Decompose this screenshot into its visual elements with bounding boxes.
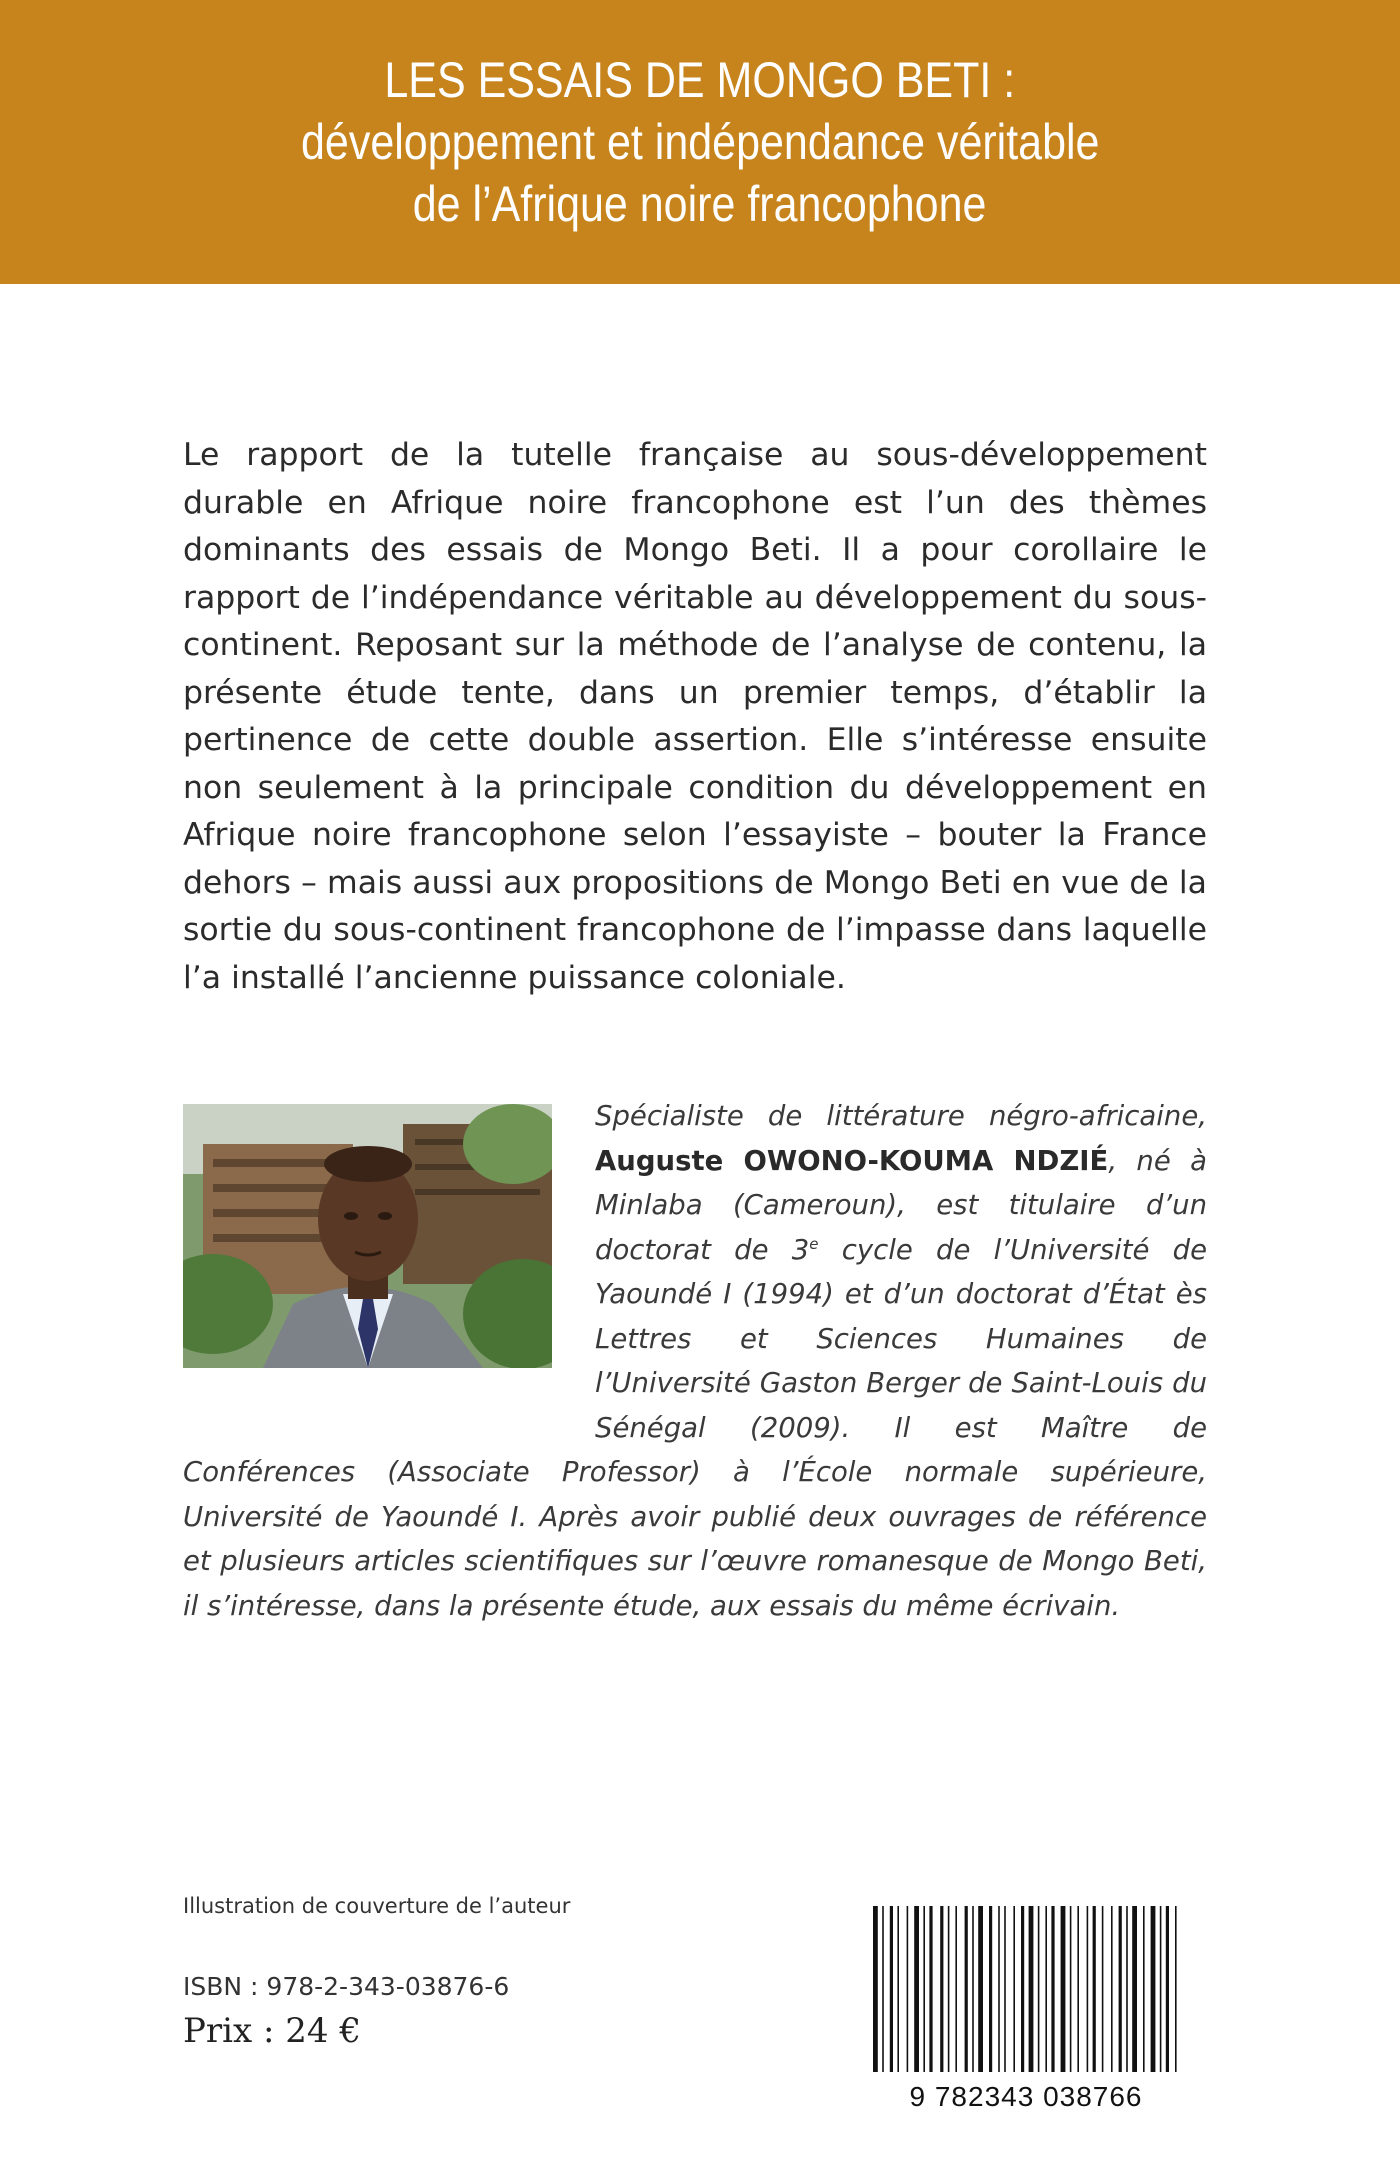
barcode-bar: [897, 1906, 899, 2072]
barcode-bar: [1143, 1906, 1145, 2072]
barcode-bar: [882, 1906, 884, 2072]
barcode-bar: [1132, 1906, 1137, 2072]
title-line-1: LES ESSAIS DE MONGO BETI :: [384, 52, 1016, 108]
barcode-bar: [1061, 1906, 1066, 2072]
barcode-digits: 9 782343 038766: [909, 2081, 1143, 2112]
bio-part-1: , né à Minlaba (Cameroun), est titulaire d’un doctorat de 3: [595, 1144, 1207, 1266]
barcode-bar: [978, 1906, 983, 2072]
author-name: Auguste OWONO-KOUMA NDZIÉ: [595, 1144, 1109, 1177]
barcode-bar: [914, 1906, 919, 2072]
barcode-bar: [1013, 1906, 1015, 2072]
barcode-bar: [1077, 1906, 1079, 2072]
barcode-bar: [907, 1906, 909, 2072]
barcode-bar: [1029, 1906, 1034, 2072]
isbn: ISBN : 978-2-343-03876-6: [183, 1972, 510, 2001]
barcode-bar: [923, 1906, 925, 2072]
barcode: [867, 1902, 1185, 2112]
barcode-bar: [1093, 1906, 1096, 2072]
barcode-bar: [1021, 1906, 1024, 2072]
barcode-bar: [972, 1906, 974, 2072]
barcode-bar: [1070, 1906, 1072, 2072]
barcode-bar: [890, 1906, 893, 2072]
barcode-bar: [1175, 1906, 1177, 2072]
bio-part-2: cycle de l’Université de Yaoundé I (1994) et d’un doctorat d’État ès Lettres et Sciences Humaines de l’Université Gaston Berger de Saint-Louis du Sénégal (2009). Il est Maître de Conférences (Associate Professor) à l’École normale supérieure, Université de Yaoundé I. Après avoir publié deux ouvrages de référence et plusieurs articles scientifiques sur l’œuvre romanesque de Mongo Beti, il s’intéresse, dans la présente étude, aux essais du même écrivain.: [183, 1233, 1207, 1622]
cover-illustration-credit: Illustration de couverture de l’auteur: [183, 1894, 571, 1918]
barcode-bar: [1111, 1906, 1113, 2072]
title-banner: [0, 0, 1400, 284]
barcode-bar: [1151, 1906, 1156, 2072]
barcode-bar: [929, 1906, 932, 2072]
title-line-3: de l’Afrique noire francophone: [413, 176, 987, 232]
barcode-bar: [998, 1906, 1000, 2072]
title-line-2: développement et indépendance véritable: [300, 114, 1100, 170]
barcode-bar: [989, 1906, 992, 2072]
abstract-paragraph: Le rapport de la tutelle française au sous-développement durable en Afrique noire francophone est l’un des thèmes dominants des essais de Mongo Beti. Il a pour corollaire le rapport de l’indépendance véritable au développement du sous-continent. Reposant sur la méthode de l’analyse de contenu, la présente étude tente, dans un premier temps, d’établir la pertinence de cette double assertion. Elle s’intéresse ensuite non seulement à la principale condition du développement en Afrique noire francophone selon l’essayiste – bouter la France dehors – mais aussi aux propositions de Mongo Beti en vue de la sortie du sous-continent francophone de l’impasse dans laquelle l’a installé l’ancienne puissance coloniale.: [183, 437, 1207, 996]
barcode-bar: [955, 1906, 957, 2072]
barcode-bar: [940, 1906, 943, 2072]
barcode-bar: [1051, 1906, 1054, 2072]
price: Prix : 24 €: [183, 2011, 361, 2051]
barcode-bar: [1004, 1906, 1006, 2072]
barcode-bar: [1166, 1906, 1169, 2072]
barcode-bar: [1126, 1906, 1128, 2072]
bio-intro: Spécialiste de littérature négro-africaine,: [595, 1100, 1207, 1132]
barcode-bar: [1045, 1906, 1047, 2072]
barcode-bar: [1038, 1906, 1040, 2072]
barcode-bar: [1087, 1906, 1089, 2072]
bio-superscript: e: [809, 1234, 819, 1253]
barcode-bar: [1119, 1906, 1122, 2072]
barcode-bar: [1102, 1906, 1104, 2072]
barcode-bar: [948, 1906, 950, 2072]
barcode-bar: [1160, 1906, 1162, 2072]
barcode-bar: [965, 1906, 968, 2072]
author-bio: [183, 1094, 1207, 1628]
barcode-bar: [873, 1906, 878, 2072]
